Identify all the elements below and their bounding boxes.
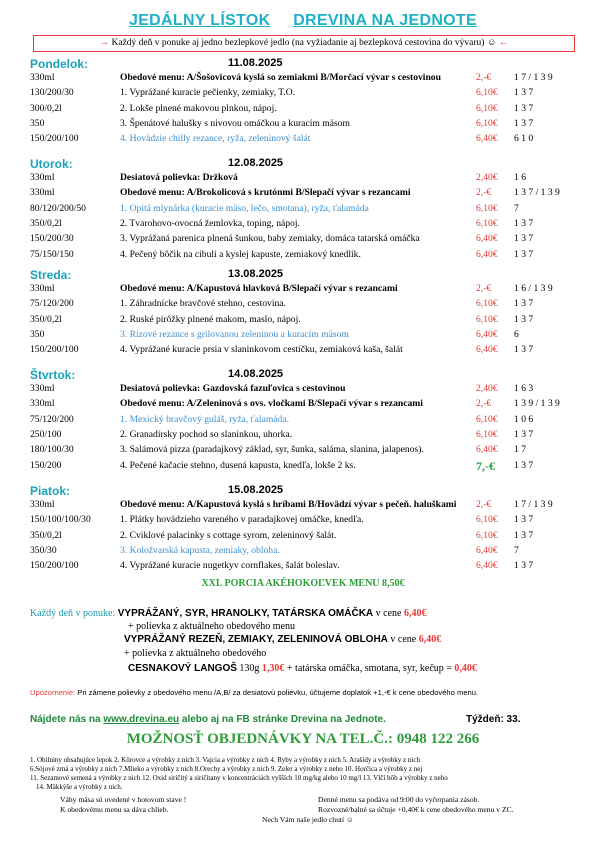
allergen-codes: 1 3 7 — [514, 428, 534, 440]
portion: 330ml — [30, 72, 55, 83]
daily-offer-line-3 — [128, 663, 477, 674]
portion: 150/100/100/30 — [30, 514, 91, 526]
portion: 180/100/30 — [30, 444, 74, 456]
daily-item-3-extra: + tatárska omáčka, smotana, syr, kečup = — [284, 663, 455, 674]
dish-price: 2,-€ — [476, 499, 492, 510]
dish-price: 6,40€ — [476, 344, 498, 356]
portion: 330ml — [30, 187, 55, 199]
daily-item-3: CESNAKOVÝ LANGOŠ — [128, 663, 237, 674]
allergen-codes: 1 3 7 — [514, 298, 534, 310]
dish-price: 2,-€ — [476, 283, 492, 294]
portion: 330ml — [30, 383, 55, 394]
portion: 330ml — [30, 283, 55, 294]
day-date: 15.08.2025 — [228, 484, 284, 496]
dish-text: 3. Vyprážaná parenica plnená šunkou, baby zemiaky, domáca tatarská omáčka — [120, 233, 420, 245]
footer-bottom: Nech Vám naše jedlo chutí ☺ — [262, 815, 354, 824]
day-name: Pondelok: — [30, 57, 89, 71]
warning-text: Pri zámene polievky z obedového menu /A,B/ za desiatovú polievku, účtujeme doplatok +1,-€ k cene obedového menu. — [75, 688, 479, 697]
allergen-codes: 1 0 6 — [514, 413, 534, 425]
allergen-line: 11. Sezamové semená a výrobky z nich 12. Oxid siričitý a siričitany v koncentráciách vyšších 10 mg/kg alebo 10 mg/l 13. Vlčí bôb a výrobky z neho — [30, 774, 448, 782]
allergen-legend — [30, 756, 448, 792]
portion: 350/0,2l — [30, 217, 62, 229]
portion: 75/120/200 — [30, 413, 74, 425]
portion: 330ml — [30, 172, 55, 183]
menu-row — [30, 498, 585, 512]
dish-text: 1. Mexický bravčový guláš, ryža, ťalamáda. — [120, 413, 289, 425]
allergen-codes: 6 — [514, 328, 519, 340]
allergen-line: 6.Sójové zrná a výrobky z nich 7.Mlieko a výrobky z nich 8.Orechy a výrobky z nich 9. Zeler a výrobky z neho 10. Horčica a výrobky z nej — [30, 765, 423, 773]
footer-right-1: Denné menu sa podáva od 9:00 do vyčerpania zásob. — [318, 795, 480, 804]
portion: 150/200 — [30, 459, 62, 471]
dish-price: 6,40€ — [476, 544, 498, 556]
portion: 150/200/100 — [30, 560, 79, 572]
arrow-right-icon: → — [99, 38, 110, 48]
dish-text: 1. Opitá mlynárka (kuracie mäso, lečo, smotana), ryža, ťalamáda — [120, 202, 369, 214]
dish-text: 1. Plátky hovädzieho vareného v paradajkovej omáčke, knedľa. — [120, 514, 364, 526]
allergen-codes: 7 — [514, 544, 519, 556]
allergen-codes: 1 3 9 / 1 3 9 — [514, 398, 560, 410]
menu-row — [30, 413, 585, 427]
allergen-codes: 1 6 — [514, 172, 526, 183]
menu-row — [30, 217, 585, 231]
portion: 150/200/30 — [30, 233, 74, 245]
daily-offer-line-2 — [124, 634, 441, 645]
menu-row — [30, 559, 585, 573]
dish-price: 6,10€ — [476, 529, 498, 541]
dish-price: 6,10€ — [476, 217, 498, 229]
dish-text: 2. Ruské pirôžky plnené makom, maslo, nápoj. — [120, 313, 301, 325]
day-name: Streda: — [30, 268, 72, 282]
week-number: Týždeň: 33. — [466, 714, 521, 725]
web-pre: Nájdete nás na — [30, 714, 104, 725]
dish-price: 2,-€ — [476, 72, 492, 83]
portion: 350/30 — [30, 544, 57, 556]
arrow-left-icon: ← — [498, 38, 509, 48]
daily-soup-1: + polievka z aktuálneho obedového menu — [128, 621, 295, 632]
dish-price: 6,10€ — [476, 102, 498, 114]
dish-text: Desiatová polievka: Držková — [120, 172, 238, 183]
xxl-portion: XXL PORCIA AKÉHOKOĽVEK MENU 8,50€ — [201, 578, 405, 589]
allergen-line: 1. Obilniny obsahujúce lepok 2. Kôrovce a výrobky z nich 3. Vajcia a výrobky z nich 4. Ryby a výrobky z nich 5. Arašidy a výrobky z nich — [30, 756, 420, 764]
menu-row — [30, 544, 585, 558]
menu-row — [30, 297, 585, 311]
allergen-codes: 1 3 7 — [514, 313, 534, 325]
dish-price: 6,40€ — [476, 233, 498, 245]
dish-text: Obedové menu: A/Zeleninová s ovs. vločkami B/Slepačí vývar s rezancami — [120, 398, 423, 410]
dish-price: 2,40€ — [476, 383, 498, 394]
dish-text: Obedové menu: A/Kapustová kyslá s hríbami B/Hovädzí vývar s pečeň. haluškami — [120, 499, 457, 510]
dish-text: 3. Špenátové halušky s nivovou omáčkou a kuracím mäsom — [120, 117, 350, 129]
portion: 75/150/150 — [30, 248, 74, 260]
title-right: DREVINA NA JEDNOTE — [293, 12, 477, 29]
dish-text: 4. Vyprážané kuracie nugetkyv cornflakes, šalát boleslav. — [120, 560, 340, 572]
page-title — [0, 12, 606, 30]
portion: 130/200/30 — [30, 87, 74, 99]
menu-row — [30, 443, 585, 457]
day-date: 12.08.2025 — [228, 157, 284, 169]
allergen-codes: 1 3 7 — [514, 560, 534, 572]
allergen-codes: 1 7 / 1 3 9 — [514, 499, 553, 510]
dish-price: 2,40€ — [476, 172, 498, 183]
daily-item-3-weight: 130g — [236, 663, 262, 674]
portion: 350/0,2l — [30, 313, 62, 325]
dish-text: 3. Salámová pizza (paradajkový základ, syr, šunka, saláma, slanina, jalapenos). — [120, 444, 424, 456]
allergen-line: 14. Mäkkýše a výrobky z nich. — [36, 783, 123, 791]
dish-price: 2,-€ — [476, 187, 492, 199]
dish-text: Obedové menu: A/Brokolicová s krutónmi B/Slepačí vývar s rezancami — [120, 187, 411, 199]
dish-price: 6,40€ — [476, 560, 498, 572]
allergen-codes: 1 3 7 — [514, 87, 534, 99]
menu-row — [30, 71, 585, 85]
portion: 330ml — [30, 499, 55, 510]
allergen-codes: 1 3 7 — [514, 233, 534, 245]
dish-text: 2. Lokše plnené makovou plnkou, nápoj. — [120, 102, 277, 114]
warning — [30, 688, 478, 697]
portion: 350 — [30, 117, 45, 129]
daily-item-1: VYPRÁŽANÝ, SYR, HRANOLKY, TATÁRSKA OMÁČKA — [117, 608, 374, 619]
notice-text: Každý deň v ponuke aj jedno bezlepkové jedlo (na vyžiadanie aj bezlepková cestovina do vývaru) ☺ — [111, 38, 497, 48]
dish-text: 1. Záhradnícke bravčové stehno, cestovina. — [120, 298, 286, 310]
allergen-codes: 1 3 7 — [514, 117, 534, 129]
dish-text: 2. Tvarohovo-ovocná žemlovka, toping, nápoj. — [120, 217, 300, 229]
daily-soup-2: + polievka z aktuálneho obedového — [124, 648, 267, 659]
daily-item-3-price: 1,30€ — [261, 663, 285, 674]
menu-row — [30, 397, 585, 411]
footer-right-2: Rozvozné/balné sa účtuje +0,40€ k cene obedového menu v ZC. — [318, 805, 514, 814]
menu-row — [30, 313, 585, 327]
menu-row — [30, 282, 585, 296]
daily-item-1-suffix: v cene — [373, 608, 404, 619]
allergen-codes: 1 7 / 1 3 9 — [514, 72, 553, 83]
footer-left-1: Váhy mäsa sú uvedené v hotovom stave ! — [60, 795, 187, 804]
dish-price: 6,10€ — [476, 313, 498, 325]
dish-text: 3. Rizové rezance s grilovanou zeleninou a kuracím mäsom — [120, 328, 349, 340]
portion: 150/200/100 — [30, 133, 79, 145]
title-left: JEDÁLNY LÍSTOK — [129, 12, 271, 29]
allergen-codes: 1 3 7 — [514, 344, 534, 356]
daily-item-3-total: 0,40€ — [454, 663, 477, 674]
dish-text: 4. Pečené kačacie stehno, dusená kapusta, knedľa, lokše 2 ks. — [120, 459, 356, 471]
allergen-codes: 6 1 0 — [514, 133, 534, 145]
day-name: Utorok: — [30, 157, 73, 171]
gluten-free-notice — [33, 35, 575, 52]
dish-price: 7,-€ — [476, 458, 495, 473]
daily-item-2-price: 6,40€ — [418, 634, 442, 645]
menu-row — [30, 186, 585, 200]
dish-text: 1. Vyprážané kuracie pečienky, zemiaky, T.O. — [120, 87, 296, 99]
portion: 300/0,2l — [30, 102, 62, 114]
dish-price: 6,40€ — [476, 248, 498, 260]
daily-offer-line-1 — [30, 608, 426, 619]
portion: 250/100 — [30, 428, 62, 440]
menu-row — [30, 428, 585, 442]
allergen-codes: 1 6 3 — [514, 383, 534, 394]
menu-row — [30, 202, 585, 216]
footer-left-2: K obedovému menu sa dáva chlieb. — [60, 805, 169, 814]
allergen-codes: 7 — [514, 202, 519, 214]
web-post: alebo aj na FB stránke Drevina na Jednote. — [179, 714, 386, 725]
dish-price: 6,10€ — [476, 202, 498, 214]
dish-price: 6,10€ — [476, 117, 498, 129]
allergen-codes: 1 3 7 — [514, 102, 534, 114]
order-phone: MOŽNOSŤ OBJEDNÁVKY NA TEL.Č.: 0948 122 266 — [126, 731, 480, 747]
dish-price: 6,40€ — [476, 328, 498, 340]
day-name: Štvrtok: — [30, 368, 76, 382]
footer-right — [318, 795, 514, 815]
warning-label: Upozornenie: — [30, 688, 76, 697]
dish-price: 6,10€ — [476, 298, 498, 310]
dish-text: 3. Koložvarská kapusta, zemiaky, obloha. — [120, 544, 280, 556]
allergen-codes: 1 3 7 — [514, 217, 534, 229]
menu-row — [30, 328, 585, 342]
portion: 350/0,2l — [30, 529, 62, 541]
allergen-codes: 1 3 7 / 1 3 9 — [514, 187, 560, 199]
menu-row — [30, 343, 585, 357]
menu-row — [30, 382, 585, 396]
day-name: Piatok: — [30, 484, 71, 498]
menu-row — [30, 171, 585, 185]
dish-text: Obedové menu: A/Šošovicová kyslá so zemiakmi B/Morčací vývar s cestovinou — [120, 72, 441, 83]
allergen-codes: 1 3 7 — [514, 459, 534, 471]
menu-row — [30, 86, 585, 100]
dish-price: 6,10€ — [476, 428, 498, 440]
allergen-codes: 1 7 — [514, 444, 526, 456]
website-link[interactable]: www.drevina.eu — [103, 714, 180, 725]
dish-text: 4. Vyprážané kuracie prsia v slaninkovom cestíčku, zemiaková kaša, šalát — [120, 344, 403, 356]
dish-text: 4. Pečený bôčik na cibuli a kyslej kapuste, zemiakový knedlík. — [120, 248, 361, 260]
dish-price: 6,10€ — [476, 514, 498, 526]
dish-text: Obedové menu: A/Kapustová hlavková B/Slepačí vývar s rezancami — [120, 283, 398, 294]
dish-price: 6,40€ — [476, 133, 498, 145]
web-line — [30, 714, 386, 725]
daily-intro: Každý deň v ponuke: — [30, 608, 116, 619]
menu-row — [30, 248, 585, 262]
portion: 80/120/200/50 — [30, 202, 86, 214]
day-date: 14.08.2025 — [228, 368, 284, 380]
daily-item-2-suffix: v cene — [387, 634, 419, 645]
allergen-codes: 1 6 / 1 3 9 — [514, 283, 553, 294]
menu-row — [30, 132, 585, 146]
dish-price: 2,-€ — [476, 398, 492, 410]
allergen-codes: 1 3 7 — [514, 514, 534, 526]
menu-row — [30, 459, 585, 473]
dish-text: 4. Hovädzie chilly rezance, ryža, zeleninový šalát — [120, 133, 311, 145]
day-date: 11.08.2025 — [228, 57, 283, 69]
dish-price: 6,10€ — [476, 87, 498, 99]
portion: 330ml — [30, 398, 55, 410]
daily-item-2: VYPRÁŽANÝ REZEŇ, ZEMIAKY, ZELENINOVÁ OBLOHA — [124, 634, 388, 645]
menu-row — [30, 117, 585, 131]
dish-price: 6,40€ — [476, 444, 498, 456]
dish-text: Desiatová polievka: Gazdovská fazuľovica s cestovinou — [120, 383, 346, 394]
portion: 350 — [30, 328, 45, 340]
menu-row — [30, 513, 585, 527]
menu-row — [30, 232, 585, 246]
day-date: 13.08.2025 — [228, 268, 284, 280]
daily-item-1-price: 6,40€ — [403, 608, 427, 619]
portion: 150/200/100 — [30, 344, 79, 356]
allergen-codes: 1 3 7 — [514, 248, 534, 260]
dish-text: 2. Cviklové palacinky s cottage syrom, zeleninový šalát. — [120, 529, 337, 541]
dish-price: 6,10€ — [476, 413, 498, 425]
allergen-codes: 1 3 7 — [514, 529, 534, 541]
menu-row — [30, 102, 585, 116]
dish-text: 2. Granadírsky pochod so slaninkou, uhorka. — [120, 428, 293, 440]
portion: 75/120/200 — [30, 298, 74, 310]
footer-left — [60, 795, 186, 815]
menu-row — [30, 529, 585, 543]
